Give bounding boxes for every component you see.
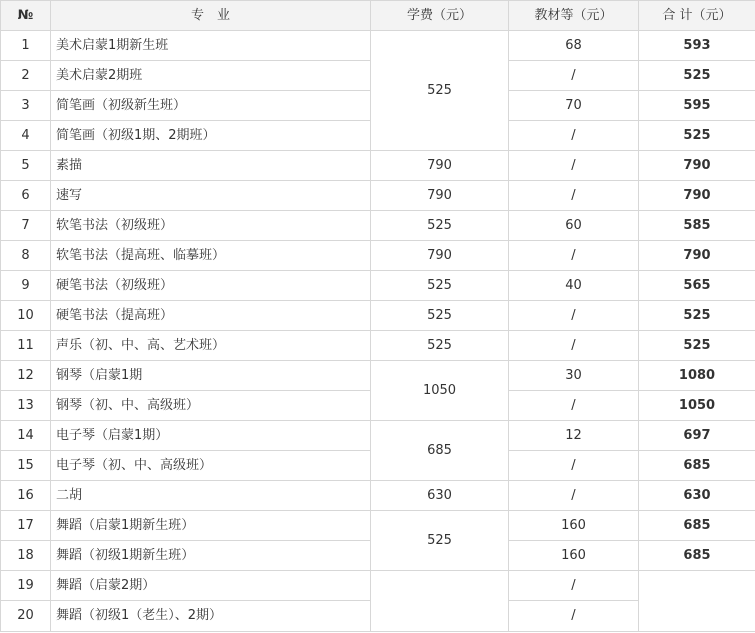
materials-cell: 30 bbox=[509, 361, 639, 391]
major-name: 舞蹈（启蒙1期新生班） bbox=[51, 511, 371, 541]
row-number: 1 bbox=[1, 31, 51, 61]
tuition-cell: 1050 bbox=[371, 361, 509, 421]
materials-cell: / bbox=[509, 151, 639, 181]
total-cell: 525 bbox=[639, 331, 755, 361]
total-cell: 685 bbox=[639, 451, 755, 481]
tuition-cell: 790 bbox=[371, 181, 509, 211]
major-name: 硬笔书法（初级班） bbox=[51, 271, 371, 301]
major-name: 声乐（初、中、高、艺术班） bbox=[51, 331, 371, 361]
row-number: 12 bbox=[1, 361, 51, 391]
materials-cell: / bbox=[509, 301, 639, 331]
materials-cell: 160 bbox=[509, 541, 639, 571]
row-number: 13 bbox=[1, 391, 51, 421]
major-name: 二胡 bbox=[51, 481, 371, 511]
materials-cell: / bbox=[509, 571, 639, 601]
header-tuition: 学费（元） bbox=[371, 1, 509, 31]
table-row bbox=[1, 301, 755, 331]
row-number: 3 bbox=[1, 91, 51, 121]
table-row bbox=[1, 571, 755, 601]
row-number: 20 bbox=[1, 601, 51, 632]
tuition-cell: 525 bbox=[371, 31, 509, 151]
materials-cell: / bbox=[509, 451, 639, 481]
header-materials: 教材等（元） bbox=[509, 1, 639, 31]
total-cell: 525 bbox=[639, 61, 755, 91]
row-number: 19 bbox=[1, 571, 51, 601]
total-cell: 630 bbox=[639, 481, 755, 511]
materials-cell: 68 bbox=[509, 31, 639, 61]
materials-cell: 40 bbox=[509, 271, 639, 301]
row-number: 8 bbox=[1, 241, 51, 271]
header-no: № bbox=[1, 1, 51, 31]
table-row bbox=[1, 241, 755, 271]
major-name: 电子琴（启蒙1期） bbox=[51, 421, 371, 451]
table-row bbox=[1, 181, 755, 211]
total-cell: 697 bbox=[639, 421, 755, 451]
tuition-cell: 630 bbox=[371, 481, 509, 511]
major-name: 素描 bbox=[51, 151, 371, 181]
total-cell: 790 bbox=[639, 241, 755, 271]
materials-cell: / bbox=[509, 331, 639, 361]
row-number: 4 bbox=[1, 121, 51, 151]
materials-cell: 160 bbox=[509, 511, 639, 541]
total-cell: 790 bbox=[639, 151, 755, 181]
row-number: 6 bbox=[1, 181, 51, 211]
materials-cell: / bbox=[509, 481, 639, 511]
materials-cell: 12 bbox=[509, 421, 639, 451]
major-name: 简笔画（初级新生班） bbox=[51, 91, 371, 121]
tuition-cell: 790 bbox=[371, 241, 509, 271]
table-row bbox=[1, 331, 755, 361]
total-cell: 790 bbox=[639, 181, 755, 211]
materials-cell: / bbox=[509, 391, 639, 421]
table-row bbox=[1, 361, 755, 391]
total-cell: 525 bbox=[639, 121, 755, 151]
tuition-cell: 525 bbox=[371, 331, 509, 361]
materials-cell: 60 bbox=[509, 211, 639, 241]
major-name: 电子琴（初、中、高级班） bbox=[51, 451, 371, 481]
materials-cell: / bbox=[509, 241, 639, 271]
header-row bbox=[1, 1, 755, 31]
major-name: 舞蹈（初级1（老生）、2期） bbox=[51, 601, 371, 632]
row-number: 10 bbox=[1, 301, 51, 331]
tuition-cell: 685 bbox=[371, 421, 509, 481]
total-cell: 565 bbox=[639, 271, 755, 301]
major-name: 硬笔书法（提高班） bbox=[51, 301, 371, 331]
table-row bbox=[1, 31, 755, 61]
header-major: 专 业 bbox=[51, 1, 371, 31]
major-name: 舞蹈（初级1期新生班） bbox=[51, 541, 371, 571]
total-cell: 685 bbox=[639, 541, 755, 571]
table-row bbox=[1, 481, 755, 511]
table-row bbox=[1, 511, 755, 541]
major-name: 软笔书法（初级班） bbox=[51, 211, 371, 241]
tuition-cell: 525 bbox=[371, 271, 509, 301]
row-number: 16 bbox=[1, 481, 51, 511]
materials-cell: / bbox=[509, 601, 639, 632]
total-cell: 593 bbox=[639, 31, 755, 61]
tuition-cell bbox=[371, 571, 509, 632]
major-name: 美术启蒙1期新生班 bbox=[51, 31, 371, 61]
materials-cell: / bbox=[509, 181, 639, 211]
row-number: 9 bbox=[1, 271, 51, 301]
total-cell: 525 bbox=[639, 301, 755, 331]
row-number: 2 bbox=[1, 61, 51, 91]
row-number: 14 bbox=[1, 421, 51, 451]
major-name: 美术启蒙2期班 bbox=[51, 61, 371, 91]
row-number: 5 bbox=[1, 151, 51, 181]
major-name: 简笔画（初级1期、2期班） bbox=[51, 121, 371, 151]
header-total: 合 计（元） bbox=[639, 1, 755, 31]
major-name: 钢琴（初、中、高级班） bbox=[51, 391, 371, 421]
total-cell: 585 bbox=[639, 211, 755, 241]
major-name: 软笔书法（提高班、临摹班） bbox=[51, 241, 371, 271]
row-number: 17 bbox=[1, 511, 51, 541]
tuition-cell: 525 bbox=[371, 301, 509, 331]
total-cell: 1080 bbox=[639, 361, 755, 391]
materials-cell: 70 bbox=[509, 91, 639, 121]
table-row bbox=[1, 211, 755, 241]
table-row bbox=[1, 271, 755, 301]
row-number: 11 bbox=[1, 331, 51, 361]
row-number: 15 bbox=[1, 451, 51, 481]
tuition-cell: 790 bbox=[371, 151, 509, 181]
tuition-cell: 525 bbox=[371, 211, 509, 241]
total-cell: 595 bbox=[639, 91, 755, 121]
major-name: 舞蹈（启蒙2期） bbox=[51, 571, 371, 601]
major-name: 速写 bbox=[51, 181, 371, 211]
total-cell bbox=[639, 571, 755, 632]
table-row bbox=[1, 151, 755, 181]
total-cell: 1050 bbox=[639, 391, 755, 421]
materials-cell: / bbox=[509, 121, 639, 151]
major-name: 钢琴（启蒙1期 bbox=[51, 361, 371, 391]
total-cell: 685 bbox=[639, 511, 755, 541]
row-number: 7 bbox=[1, 211, 51, 241]
materials-cell: / bbox=[509, 61, 639, 91]
row-number: 18 bbox=[1, 541, 51, 571]
table-row bbox=[1, 421, 755, 451]
tuition-cell: 525 bbox=[371, 511, 509, 571]
